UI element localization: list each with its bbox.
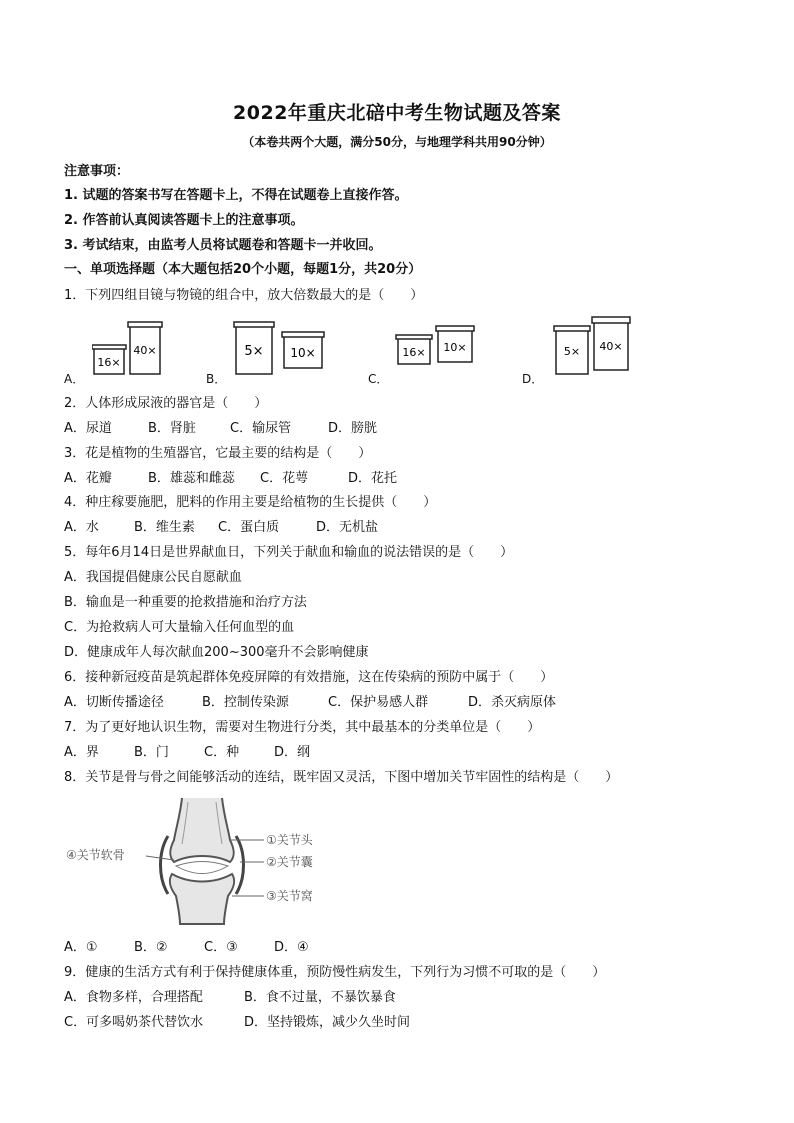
option: C．为抢救病人可大量输入任何血型的血 (64, 620, 295, 635)
objective-label: 40× (133, 344, 157, 357)
objective-label: 10× (443, 341, 467, 354)
question-stem-4: 4．种庄稼要施肥，肥料的作用主要是给植物的生长提供（ ） (64, 495, 437, 510)
option: A．界 (64, 745, 99, 760)
eyepiece-label: 5× (244, 344, 264, 359)
question-stem-8: 8．关节是骨与骨之间能够活动的连结，既牢固又灵活，下图中增加关节牢固性的结构是（ ） (64, 770, 619, 785)
question-options-9-row1 (64, 986, 396, 1005)
label-joint-socket: ③关节窝 (266, 889, 313, 903)
question-stem-7: 7．为了更好地认识生物，需要对生物进行分类，其中最基本的分类单位是（ ） (64, 720, 541, 735)
page-subtitle: （本卷共两个大题，满分50分，与地理学科共用90分钟） (242, 135, 552, 149)
option: B．控制传染源 (202, 695, 289, 710)
option: A．食物多样，合理搭配 (64, 990, 203, 1005)
question-options-3 (64, 467, 397, 486)
note-item: 2. 作答前认真阅读答题卡上的注意事项。 (64, 213, 304, 228)
label-joint-capsule: ②关节囊 (266, 855, 313, 869)
question-options-6 (64, 691, 556, 710)
option: A．切断传播途径 (64, 695, 164, 710)
question-stem-1: 1．下列四组目镜与物镜的组合中，放大倍数最大的是（ ） (64, 288, 424, 303)
objective-label: 10× (290, 346, 316, 360)
lens-pair-b (232, 320, 328, 378)
question-options-7 (64, 741, 310, 760)
option: D．膀胱 (328, 421, 378, 436)
eyepiece-label: 5× (563, 345, 581, 358)
option: B．② (134, 940, 168, 955)
option: A．尿道 (64, 421, 112, 436)
option: D．健康成年人每次献血200~300毫升不会影响健康 (64, 645, 369, 660)
option: A．① (64, 940, 98, 955)
objective-label: 40× (599, 340, 623, 353)
lens-pair-c (394, 324, 478, 368)
option: C．蛋白质 (218, 520, 280, 535)
question-options-2 (64, 417, 377, 436)
eyepiece-label: 16× (402, 346, 426, 359)
note-item: 1. 试题的答案书写在答题卡上，不得在试题卷上直接作答。 (64, 188, 408, 203)
question-options-9-row2 (64, 1011, 410, 1030)
option-label-d: D． (522, 372, 544, 386)
page-title: 2022年重庆北碚中考生物试题及答案 (233, 102, 561, 124)
lens-pair-d (552, 314, 636, 380)
option: B．输血是一种重要的抢救措施和治疗方法 (64, 595, 307, 610)
option: C．③ (204, 940, 238, 955)
option: A．我国提倡健康公民自愿献血 (64, 570, 242, 585)
option: D．坚持锻炼，减少久坐时间 (244, 1015, 411, 1030)
option: B．雄蕊和雌蕊 (148, 471, 235, 486)
option: C．输尿管 (230, 421, 292, 436)
question-stem-2: 2．人体形成尿液的器官是（ ） (64, 396, 268, 411)
option: B．食不过量，不暴饮暴食 (244, 990, 396, 1005)
eyepiece-label: 16× (97, 356, 121, 369)
section-heading: 一、单项选择题（本大题包括20个小题，每题1分，共20分） (64, 262, 422, 277)
question-options-4 (64, 516, 378, 535)
joint-diagram (64, 796, 354, 926)
option: C．花萼 (260, 471, 309, 486)
option: C．种 (204, 745, 240, 760)
option: D．纲 (274, 745, 311, 760)
option-label-a: A． (64, 372, 85, 386)
option: C．保护易感人群 (328, 695, 429, 710)
option: A．花瓣 (64, 471, 112, 486)
option: D．④ (274, 940, 309, 955)
label-joint-head: ①关节头 (266, 833, 313, 847)
option: D．花托 (348, 471, 398, 486)
option: D．无机盐 (316, 520, 379, 535)
option-label-b: B． (206, 372, 227, 386)
label-joint-cartilage: ④关节软骨 (66, 848, 125, 862)
question-stem-3: 3．花是植物的生殖器官，它最主要的结构是（ ） (64, 446, 372, 461)
option: A．水 (64, 520, 99, 535)
option-label-c: C． (368, 372, 389, 386)
option: D．杀灭病原体 (468, 695, 557, 710)
option: B．维生素 (134, 520, 195, 535)
notes-heading: 注意事项： (64, 164, 130, 179)
option: B．肾脏 (148, 421, 196, 436)
question-stem-6: 6．接种新冠疫苗是筑起群体免疫屏障的有效措施，这在传染病的预防中属于（ ） (64, 670, 554, 685)
question-options-8 (64, 936, 309, 955)
option: C．可多喝奶茶代替饮水 (64, 1015, 204, 1030)
question-stem-5: 5．每年6月14日是世界献血日，下列关于献血和输血的说法错误的是（ ） (64, 545, 514, 560)
lens-pair-a (92, 318, 172, 380)
option: B．门 (134, 745, 169, 760)
note-item: 3. 考试结束，由监考人员将试题卷和答题卡一并收回。 (64, 238, 382, 253)
question-stem-9: 9．健康的生活方式有利于保持健康体重，预防慢性病发生，下列行为习惯不可取的是（ ） (64, 965, 606, 980)
